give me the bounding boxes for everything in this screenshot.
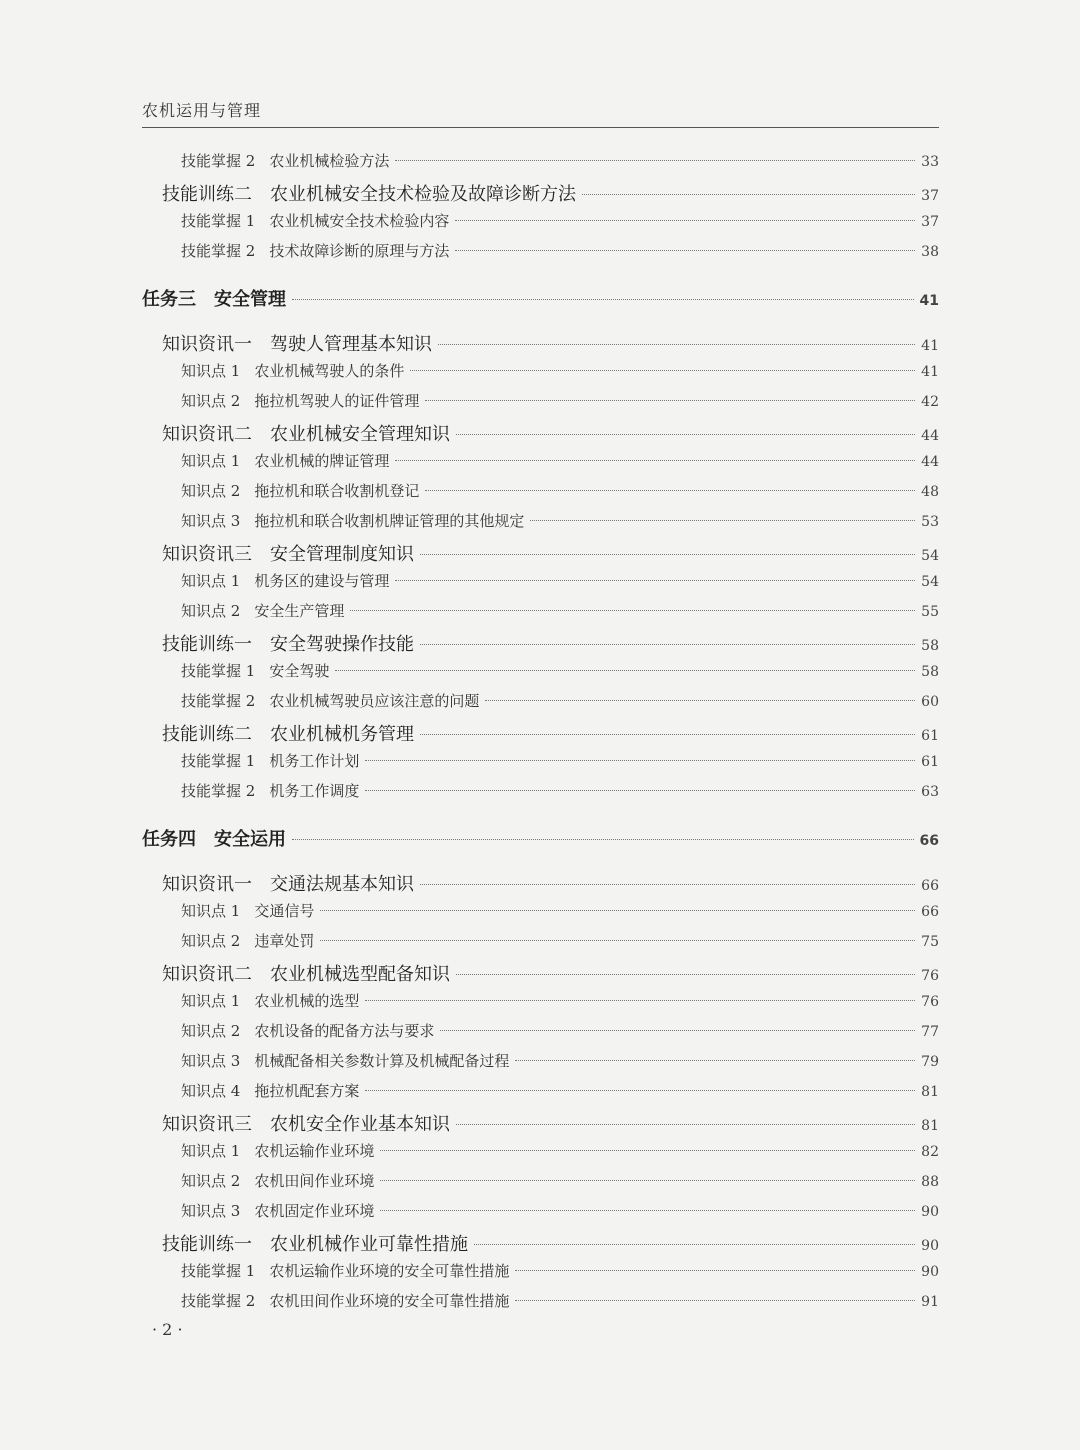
toc-page-number: 76 (921, 994, 939, 1010)
toc-entry-title: 拖拉机和联合收割机登记 (254, 482, 420, 500)
toc-page-number: 37 (921, 214, 939, 230)
toc-page-number: 38 (921, 244, 939, 260)
toc-entry-label: 技能掌握 2 (181, 242, 256, 260)
toc-entry-text (181, 510, 524, 531)
leader-dots (365, 760, 915, 761)
leader-dots (455, 250, 915, 251)
toc-entry-title: 农业机械检验方法 (269, 152, 390, 170)
toc-subsection (181, 600, 939, 621)
leader-dots (582, 194, 915, 195)
toc-entry-title: 拖拉机和联合收割机牌证管理的其他规定 (254, 512, 525, 530)
toc-entry-title: 农机田间作业环境 (254, 1172, 375, 1190)
toc-page-number: 41 (921, 338, 939, 354)
leader-dots (410, 370, 915, 371)
toc-subsection (181, 1170, 939, 1191)
toc-entry-title: 安全运用 (214, 829, 286, 850)
toc-entry-label: 知识资讯二 (162, 964, 252, 985)
toc-entry-title: 安全生产管理 (254, 602, 345, 620)
toc-page-number: 82 (921, 1144, 939, 1160)
toc-page-number: 75 (921, 934, 939, 950)
leader-dots (380, 1210, 915, 1211)
toc-entry-title: 拖拉机配套方案 (254, 1082, 360, 1100)
leader-dots (365, 790, 915, 791)
leader-dots (515, 1300, 915, 1301)
toc-subsection (181, 1200, 939, 1221)
toc-page-number: 41 (921, 364, 939, 380)
toc-entry-text (162, 540, 414, 566)
toc-page-number: 63 (921, 784, 939, 800)
leader-dots (420, 884, 915, 885)
leader-dots (530, 520, 915, 521)
toc-subsection (181, 1140, 939, 1161)
toc-entry-title: 驾驶人管理基本知识 (270, 334, 432, 355)
toc-entry-title: 农业机械安全管理知识 (270, 424, 450, 445)
toc-page-number: 41 (919, 293, 939, 309)
toc-chapter (142, 285, 939, 311)
leader-dots (335, 670, 915, 671)
toc-entry-text (181, 1140, 374, 1161)
toc-entry-text (181, 600, 344, 621)
toc-page-number: 88 (921, 1174, 939, 1190)
toc-entry-title: 农业机械的选型 (254, 992, 360, 1010)
toc-entry-label: 技能掌握 2 (181, 782, 256, 800)
toc-subsection (181, 1050, 939, 1071)
toc-entry-text (181, 1290, 509, 1311)
toc-page-number: 53 (921, 514, 939, 530)
toc-entry-label: 知识资讯三 (162, 544, 252, 565)
toc-subsection (181, 210, 939, 231)
toc-entry-label: 技能掌握 1 (181, 212, 256, 230)
toc-page-number: 55 (921, 604, 939, 620)
leader-dots (420, 554, 915, 555)
leader-dots (425, 490, 915, 491)
toc-page-number: 61 (921, 728, 939, 744)
toc-subsection (181, 660, 939, 681)
toc-entry-label: 知识点 3 (181, 1052, 241, 1070)
toc-entry-label: 技能训练二 (162, 184, 252, 205)
toc-entry-text (181, 210, 449, 231)
toc-entry-text (162, 870, 414, 896)
toc-page-number: 66 (919, 833, 939, 849)
toc-entry-label: 技能掌握 1 (181, 1262, 256, 1280)
toc-entry-text (181, 930, 314, 951)
toc-entry-text (181, 1020, 434, 1041)
toc-entry-label: 知识资讯一 (162, 874, 252, 895)
toc-entry-text (181, 360, 404, 381)
toc-subsection (181, 150, 939, 171)
toc-subsection (181, 1020, 939, 1041)
toc-subsection (181, 450, 939, 471)
toc-entry-label: 知识点 1 (181, 572, 241, 590)
leader-dots (425, 400, 915, 401)
toc-subsection (181, 510, 939, 531)
toc-entry-title: 机械配备相关参数计算及机械配备过程 (254, 1052, 510, 1070)
toc-entry-text (142, 825, 286, 851)
toc-entry-text (181, 1050, 509, 1071)
toc-entry-label: 知识点 2 (181, 1172, 241, 1190)
leader-dots (420, 734, 915, 735)
leader-dots (456, 434, 915, 435)
toc-entry-text (162, 1230, 468, 1256)
toc-entry-label: 知识点 3 (181, 512, 241, 530)
toc-subsection (181, 480, 939, 501)
toc-page-number: 44 (921, 454, 939, 470)
toc-entry-text (162, 330, 432, 356)
toc-entry-text (162, 630, 414, 656)
toc-entry-text (181, 390, 419, 411)
toc-entry-text (181, 1260, 509, 1281)
toc-page-number: 61 (921, 754, 939, 770)
toc-entry-label: 技能掌握 1 (181, 662, 256, 680)
toc-entry-label: 知识点 1 (181, 362, 241, 380)
toc-section (162, 540, 939, 566)
toc-page-number: 48 (921, 484, 939, 500)
toc-page-number: 54 (921, 548, 939, 564)
toc-entry-title: 安全驾驶操作技能 (270, 634, 414, 655)
leader-dots (456, 1124, 915, 1125)
toc-section (162, 1230, 939, 1256)
toc-page-number: 90 (921, 1238, 939, 1254)
toc-section (162, 1110, 939, 1136)
toc-section (162, 720, 939, 746)
toc-subsection (181, 1080, 939, 1101)
toc-subsection (181, 390, 939, 411)
toc-entry-title: 机务工作计划 (269, 752, 360, 770)
toc-entry-label: 知识点 2 (181, 932, 241, 950)
toc-section (162, 960, 939, 986)
toc-page-number: 58 (921, 638, 939, 654)
toc-page-number: 44 (921, 428, 939, 444)
toc-entry-text (181, 750, 359, 771)
page-number: · 2 · (152, 1320, 183, 1339)
toc-entry-text (162, 720, 414, 746)
leader-dots (365, 1000, 915, 1001)
toc-entry-label: 知识点 1 (181, 902, 241, 920)
toc-entry-title: 农业机械机务管理 (270, 724, 414, 745)
toc-entry-title: 安全管理制度知识 (270, 544, 414, 565)
leader-dots (292, 839, 914, 840)
toc-subsection (181, 690, 939, 711)
toc-entry-title: 安全管理 (214, 289, 286, 310)
toc-subsection (181, 1290, 939, 1311)
toc-entry-label: 任务三 (142, 289, 196, 310)
toc-page-number: 33 (921, 154, 939, 170)
toc-subsection (181, 900, 939, 921)
toc-page-number: 81 (921, 1118, 939, 1134)
toc-section (162, 330, 939, 356)
toc-entry-title: 技术故障诊断的原理与方法 (269, 242, 450, 260)
toc-entry-text (181, 1080, 359, 1101)
toc-page-number: 90 (921, 1264, 939, 1280)
leader-dots (320, 910, 915, 911)
toc-subsection (181, 240, 939, 261)
toc-entry-text (181, 570, 389, 591)
toc-entry-label: 技能训练一 (162, 1234, 252, 1255)
toc-entry-title: 农业机械安全技术检验及故障诊断方法 (270, 184, 576, 205)
toc-entry-label: 知识资讯一 (162, 334, 252, 355)
toc-entry-text (162, 960, 450, 986)
toc-entry-title: 农业机械驾驶人的条件 (254, 362, 405, 380)
toc-page-number: 90 (921, 1204, 939, 1220)
toc-entry-title: 交通法规基本知识 (270, 874, 414, 895)
toc-entry-title: 拖拉机驾驶人的证件管理 (254, 392, 420, 410)
toc-page-number: 58 (921, 664, 939, 680)
leader-dots (455, 220, 915, 221)
toc-page-number: 37 (921, 188, 939, 204)
toc-entry-title: 违章处罚 (254, 932, 315, 950)
toc-entry-label: 技能训练二 (162, 724, 252, 745)
toc-page-number: 91 (921, 1294, 939, 1310)
leader-dots (456, 974, 915, 975)
toc-entry-title: 农机运输作业环境 (254, 1142, 375, 1160)
leader-dots (474, 1244, 915, 1245)
toc-entry-text (181, 450, 389, 471)
toc-entry-label: 任务四 (142, 829, 196, 850)
toc-entry-title: 农业机械的牌证管理 (254, 452, 390, 470)
running-head: 农机运用与管理 (142, 101, 262, 120)
toc-entry-text (181, 480, 419, 501)
toc-subsection (181, 570, 939, 591)
toc-entry-label: 知识点 3 (181, 1202, 241, 1220)
toc-entry-text (181, 990, 359, 1011)
toc-chapter (142, 825, 939, 851)
leader-dots (395, 580, 915, 581)
toc-entry-text (181, 1170, 374, 1191)
toc-entry-title: 农机田间作业环境的安全可靠性措施 (269, 1292, 510, 1310)
toc-subsection (181, 750, 939, 771)
toc-entry-label: 知识点 2 (181, 482, 241, 500)
toc-entry-text (162, 180, 576, 206)
toc-entry-label: 知识资讯二 (162, 424, 252, 445)
toc-entry-title: 机务工作调度 (269, 782, 360, 800)
leader-dots (420, 644, 915, 645)
toc-entry-text (181, 900, 314, 921)
toc-page-number: 79 (921, 1054, 939, 1070)
toc-subsection (181, 990, 939, 1011)
toc-entry-title: 农业机械作业可靠性措施 (270, 1234, 468, 1255)
leader-dots (350, 610, 915, 611)
toc-subsection (181, 780, 939, 801)
toc-section (162, 180, 939, 206)
toc-entry-text (162, 420, 450, 446)
toc-entry-text (181, 660, 329, 681)
toc-entry-label: 技能掌握 2 (181, 152, 256, 170)
toc-page-number: 66 (921, 904, 939, 920)
toc-subsection (181, 360, 939, 381)
leader-dots (292, 299, 914, 300)
toc-entry-title: 农机设备的配备方法与要求 (254, 1022, 435, 1040)
toc-section (162, 420, 939, 446)
toc-page-number: 60 (921, 694, 939, 710)
toc-entry-text (181, 240, 449, 261)
toc-page-number: 81 (921, 1084, 939, 1100)
toc-entry-label: 知识点 2 (181, 602, 241, 620)
toc-entry-title: 农机安全作业基本知识 (270, 1114, 450, 1135)
toc-entry-title: 农业机械选型配备知识 (270, 964, 450, 985)
toc-entry-title: 农机固定作业环境 (254, 1202, 375, 1220)
toc-entry-title: 农业机械驾驶员应该注意的问题 (269, 692, 480, 710)
toc-subsection (181, 1260, 939, 1281)
leader-dots (395, 160, 915, 161)
toc-page-number: 76 (921, 968, 939, 984)
leader-dots (515, 1060, 915, 1061)
toc-page-number: 66 (921, 878, 939, 894)
toc-entry-title: 交通信号 (254, 902, 315, 920)
toc-entry-label: 知识点 2 (181, 1022, 241, 1040)
toc-page-number: 77 (921, 1024, 939, 1040)
toc-entry-label: 技能掌握 2 (181, 1292, 256, 1310)
leader-dots (485, 700, 915, 701)
toc-entry-label: 知识点 4 (181, 1082, 241, 1100)
toc-subsection (181, 930, 939, 951)
leader-dots (365, 1090, 915, 1091)
leader-dots (395, 460, 915, 461)
toc-entry-title: 农业机械安全技术检验内容 (269, 212, 450, 230)
leader-dots (515, 1270, 915, 1271)
leader-dots (438, 344, 915, 345)
toc-entry-label: 技能掌握 2 (181, 692, 256, 710)
toc-entry-label: 知识资讯三 (162, 1114, 252, 1135)
toc-entry-text (181, 150, 389, 171)
leader-dots (440, 1030, 915, 1031)
toc-page-number: 54 (921, 574, 939, 590)
toc-entry-label: 知识点 1 (181, 1142, 241, 1160)
toc-entry-label: 技能掌握 1 (181, 752, 256, 770)
toc-entry-title: 农机运输作业环境的安全可靠性措施 (269, 1262, 510, 1280)
toc-entry-text (162, 1110, 450, 1136)
toc-entry-label: 知识点 1 (181, 452, 241, 470)
toc-section (162, 630, 939, 656)
toc-entry-text (181, 690, 479, 711)
toc-entry-text (181, 1200, 374, 1221)
toc-entry-title: 安全驾驶 (269, 662, 330, 680)
toc-section (162, 870, 939, 896)
toc-entry-label: 技能训练一 (162, 634, 252, 655)
toc-page-number: 42 (921, 394, 939, 410)
toc-entry-text (181, 780, 359, 801)
toc-entry-text (142, 285, 286, 311)
leader-dots (380, 1150, 915, 1151)
toc-entry-label: 知识点 2 (181, 392, 241, 410)
toc-entry-title: 机务区的建设与管理 (254, 572, 390, 590)
toc-entry-label: 知识点 1 (181, 992, 241, 1010)
leader-dots (380, 1180, 915, 1181)
leader-dots (320, 940, 915, 941)
